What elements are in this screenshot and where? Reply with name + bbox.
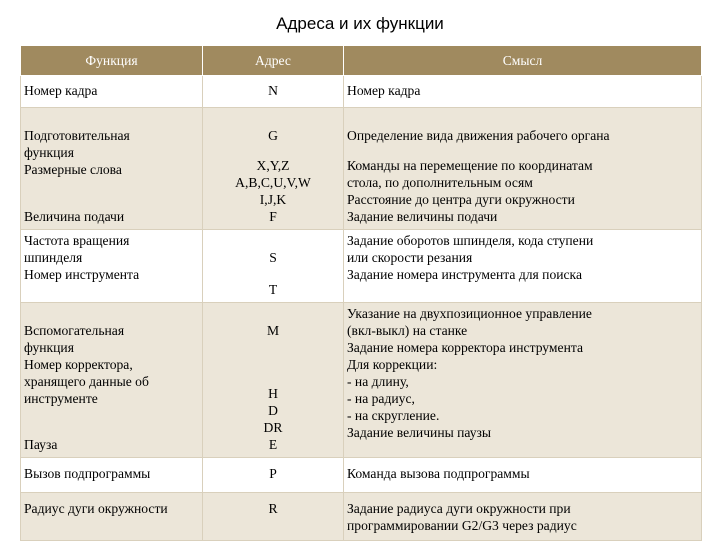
- address-cell: [203, 303, 344, 458]
- header-address: Адрес: [203, 46, 344, 76]
- function-cell: [21, 303, 203, 458]
- function-cell: Частота вращения шпинделя Номер инструмента: [21, 230, 203, 303]
- address-text-bottom: X,Y,Z A,B,C,U,V,W I,J,K F: [235, 158, 311, 224]
- address-text-top: G: [268, 128, 278, 143]
- meaning-cell: Указание на двухпозиционное управление (вкл-выкл) на станке Задание номера корректора инструмента Для коррекции: - на длину, - на радиус, - на скругление. Задание величины паузы: [344, 303, 702, 458]
- address-cell: P: [203, 458, 344, 493]
- table-header-row: [21, 46, 702, 76]
- address-function-table: [20, 45, 702, 541]
- function-text-bottom: Величина подачи: [24, 209, 125, 224]
- function-cell: Номер кадра: [21, 76, 203, 108]
- table-row: [21, 493, 702, 541]
- header-function: Функция: [21, 46, 203, 76]
- address-cell: [203, 108, 344, 230]
- address-cell: R: [203, 493, 344, 541]
- table-row: [21, 108, 702, 230]
- function-cell: [21, 108, 203, 230]
- function-text-bottom: Пауза: [24, 437, 58, 452]
- address-cell: [203, 230, 344, 303]
- table-row: [21, 76, 702, 108]
- meaning-cell: Команда вызова подпрограммы: [344, 458, 702, 493]
- function-text-top: Вспомогательная функция Номер корректора, хранящего данные об инструменте: [24, 323, 149, 406]
- address-text-top: M: [266, 323, 280, 338]
- function-cell: Вызов подпрограммы: [21, 458, 203, 493]
- function-cell: Радиус дуги окружности: [21, 493, 203, 541]
- table-row: [21, 303, 702, 458]
- table-row: [21, 458, 702, 493]
- meaning-text-bottom: Команды на перемещение по координатам стола, по дополнительным осям Расстояние до центра дуги окружности Задание величины подачи: [347, 158, 593, 224]
- page-title: Адреса и их функции: [276, 14, 444, 33]
- function-text-top: Подготовительная функция Размерные слова: [24, 128, 130, 177]
- address-text-bottom: T: [268, 282, 278, 297]
- meaning-text-top: Определение вида движения рабочего органа: [347, 128, 610, 143]
- header-meaning: Смысл: [344, 46, 702, 76]
- meaning-cell: [344, 108, 702, 230]
- table-row: [21, 230, 702, 303]
- address-cell: N: [203, 76, 344, 108]
- meaning-cell: Задание радиуса дуги окружности при программировании G2/G3 через радиус: [344, 493, 702, 541]
- meaning-cell: Номер кадра: [344, 76, 702, 108]
- address-text-top: S: [269, 250, 277, 265]
- meaning-cell: Задание оборотов шпинделя, кода ступени или скорости резания Задание номера инструмента для поиска: [344, 230, 702, 303]
- address-text-bottom: H D DR E: [263, 386, 283, 452]
